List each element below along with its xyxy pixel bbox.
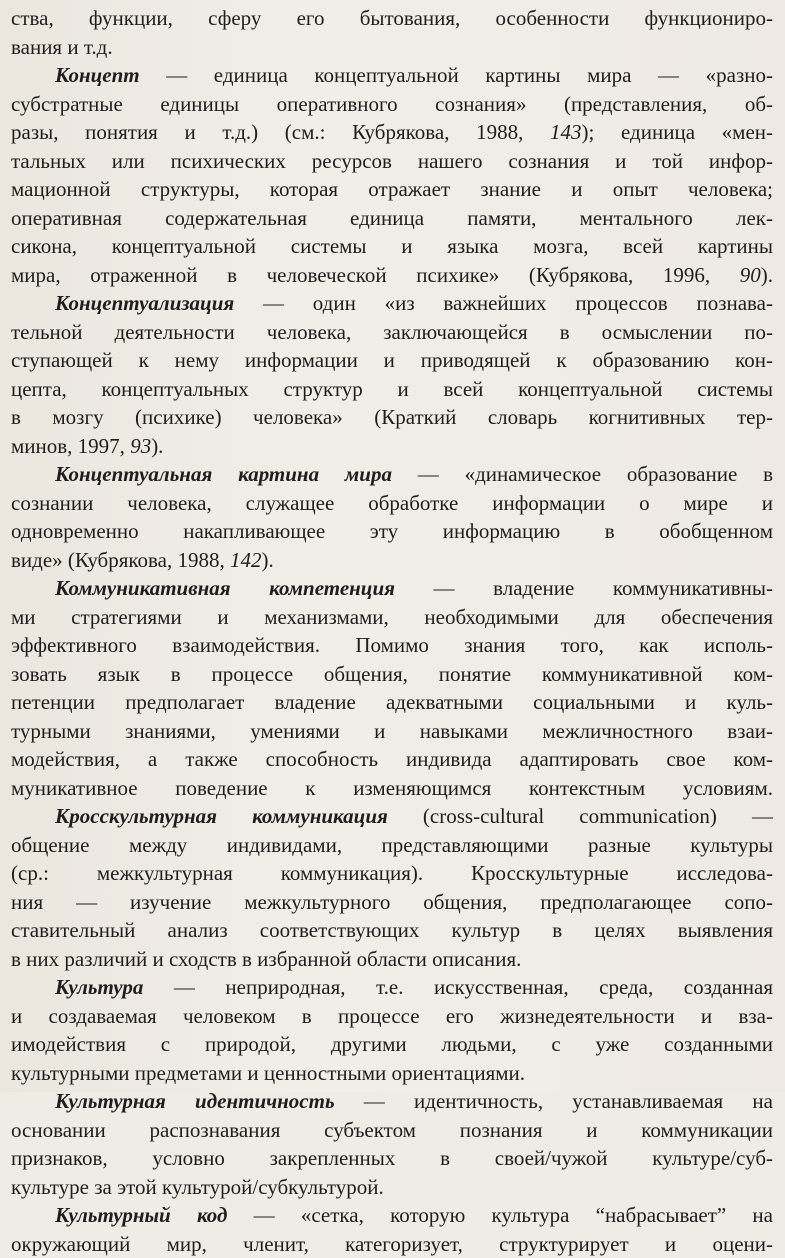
- text-run: ); единица «мен-: [582, 120, 773, 144]
- text-line: [11, 546, 773, 575]
- text-run: муникативное поведение к изменяющимся контекстным условиям.: [11, 776, 773, 800]
- text-run: ).: [262, 548, 274, 572]
- text-run: ).: [151, 434, 163, 458]
- text-run: окружающий мир, членит, категоризует, структурирует и оцени-: [11, 1232, 773, 1256]
- text-line: [11, 888, 773, 917]
- text-line: [11, 688, 773, 717]
- text-run: разы, понятия и т.д.) (см.: Кубрякова, 1988,: [11, 120, 550, 144]
- text-line: [11, 660, 773, 689]
- text-line: [11, 1201, 773, 1230]
- text-line: [11, 859, 773, 888]
- text-run: оперативная содержательная единица памяти, ментального лек-: [11, 206, 773, 230]
- text-line: [11, 460, 773, 489]
- text-line: [11, 916, 773, 945]
- text-line: [11, 118, 773, 147]
- page-reference: 93: [130, 434, 151, 458]
- text-run: ).: [761, 263, 773, 287]
- text-run: вания и т.д.: [11, 35, 113, 59]
- text-run: — владение коммуникативны-: [395, 576, 773, 600]
- text-run: цепта, концептуальных структур и всей концептуальной системы: [11, 377, 773, 401]
- text-run: эффективного взаимодействия. Помимо знания того, как исполь-: [11, 633, 773, 657]
- text-run: — идентичность, устанавливаемая на: [335, 1089, 773, 1113]
- text-line: [11, 831, 773, 860]
- text-run: турными знаниями, умениями и навыками межличностного взаи-: [11, 719, 773, 743]
- text-line: [11, 1087, 773, 1116]
- text-run: ступающей к нему информации и приводящей к образованию кон-: [11, 348, 773, 372]
- text-line: [11, 1230, 773, 1258]
- text-line: [11, 973, 773, 1002]
- text-run: петенции предполагает владение адекватными социальными и куль-: [11, 690, 773, 714]
- glossary-term: Концепт: [55, 63, 140, 87]
- glossary-term: Кросскультурная коммуникация: [55, 804, 388, 828]
- text-line: [11, 403, 773, 432]
- text-line: [11, 489, 773, 518]
- text-run: — один «из важнейших процессов познава-: [234, 291, 773, 315]
- text-line: [11, 4, 773, 33]
- text-line: [11, 1173, 773, 1202]
- text-run: тальных или психических ресурсов нашего сознания и той инфор-: [11, 149, 773, 173]
- text-line: [11, 33, 773, 62]
- text-line: [11, 774, 773, 803]
- text-line: [11, 1002, 773, 1031]
- text-run: и создаваемая человеком в процессе его жизнедеятельности и вза-: [11, 1004, 773, 1028]
- glossary-term: Концептуальная картина мира: [55, 462, 392, 486]
- text-run: сикона, концептуальной системы и языка мозга, всей картины: [11, 234, 773, 258]
- page-reference: 90: [740, 263, 761, 287]
- text-line: [11, 375, 773, 404]
- text-line: [11, 432, 773, 461]
- text-run: имодействия с природой, другими людьми, с уже созданными: [11, 1032, 773, 1056]
- glossary-term: Коммуникативная компетенция: [55, 576, 395, 600]
- text-run: в них различий и сходств в избранной области описания.: [11, 947, 521, 971]
- text-run: общение между индивидами, представляющими разные культуры: [11, 833, 773, 857]
- text-line: [11, 318, 773, 347]
- text-run: минов, 1997,: [11, 434, 130, 458]
- text-run: — «сетка, которую культура “набрасывает” на: [227, 1203, 773, 1227]
- text-run: модействия, а также способность индивида адаптировать свое ком-: [11, 747, 773, 771]
- page-reference: 142: [230, 548, 262, 572]
- text-run: мационной структуры, которая отражает знание и опыт человека;: [11, 177, 773, 201]
- text-line: [11, 1059, 773, 1088]
- text-run: — неприродная, т.е. искусственная, среда, созданная: [143, 975, 773, 999]
- text-line: [11, 717, 773, 746]
- text-line: [11, 147, 773, 176]
- page-text-block: [11, 4, 773, 1258]
- text-line: [11, 261, 773, 290]
- text-line: [11, 574, 773, 603]
- glossary-term: Культурная идентичность: [55, 1089, 335, 1113]
- text-line: [11, 745, 773, 774]
- text-line: [11, 90, 773, 119]
- text-run: сознании человека, служащее обработке информации о мире и: [11, 491, 773, 515]
- text-line: [11, 945, 773, 974]
- text-line: [11, 631, 773, 660]
- glossary-term: Культурный код: [55, 1203, 227, 1227]
- text-line: [11, 175, 773, 204]
- text-run: ния — изучение межкультурного общения, предполагающее сопо-: [11, 890, 773, 914]
- glossary-term: Концептуализация: [55, 291, 234, 315]
- text-line: [11, 204, 773, 233]
- text-line: [11, 346, 773, 375]
- text-run: признаков, условно закрепленных в своей/чужой культуре/суб-: [11, 1146, 773, 1170]
- text-run: в мозгу (психике) человека» (Краткий словарь когнитивных тер-: [11, 405, 773, 429]
- text-run: одновременно накапливающее эту информацию в обобщенном: [11, 519, 773, 543]
- text-run: зовать язык в процессе общения, понятие коммуникативной ком-: [11, 662, 773, 686]
- text-line: [11, 1144, 773, 1173]
- text-run: тельной деятельности человека, заключающейся в осмыслении по-: [11, 320, 773, 344]
- text-run: культуре за этой культурой/субкультурой.: [11, 1175, 384, 1199]
- page-reference: 143: [550, 120, 582, 144]
- text-line: [11, 61, 773, 90]
- text-line: [11, 232, 773, 261]
- text-run: мира, отраженной в человеческой психике» (Кубрякова, 1996,: [11, 263, 740, 287]
- text-run: — единица концептуальной картины мира — «разно-: [140, 63, 773, 87]
- text-run: ставительный анализ соответствующих культур в целях выявления: [11, 918, 773, 942]
- text-line: [11, 1116, 773, 1145]
- text-line: [11, 802, 773, 831]
- text-run: (ср.: межкультурная коммуникация). Кросскультурные исследова-: [11, 861, 773, 885]
- text-run: ми стратегиями и механизмами, необходимыми для обеспечения: [11, 605, 773, 629]
- text-run: виде» (Кубрякова, 1988,: [11, 548, 230, 572]
- text-run: основании распознавания субъектом познания и коммуникации: [11, 1118, 773, 1142]
- text-run: ства, функции, сферу его бытования, особенности функциониро-: [11, 6, 773, 30]
- text-line: [11, 1030, 773, 1059]
- text-line: [11, 289, 773, 318]
- text-run: субстратные единицы оперативного сознания» (представления, об-: [11, 92, 773, 116]
- text-run: (cross-cultural communication) —: [388, 804, 773, 828]
- text-run: культурными предметами и ценностными ориентациями.: [11, 1061, 525, 1085]
- text-line: [11, 517, 773, 546]
- glossary-term: Культура: [55, 975, 143, 999]
- text-line: [11, 603, 773, 632]
- text-run: — «динамическое образование в: [392, 462, 773, 486]
